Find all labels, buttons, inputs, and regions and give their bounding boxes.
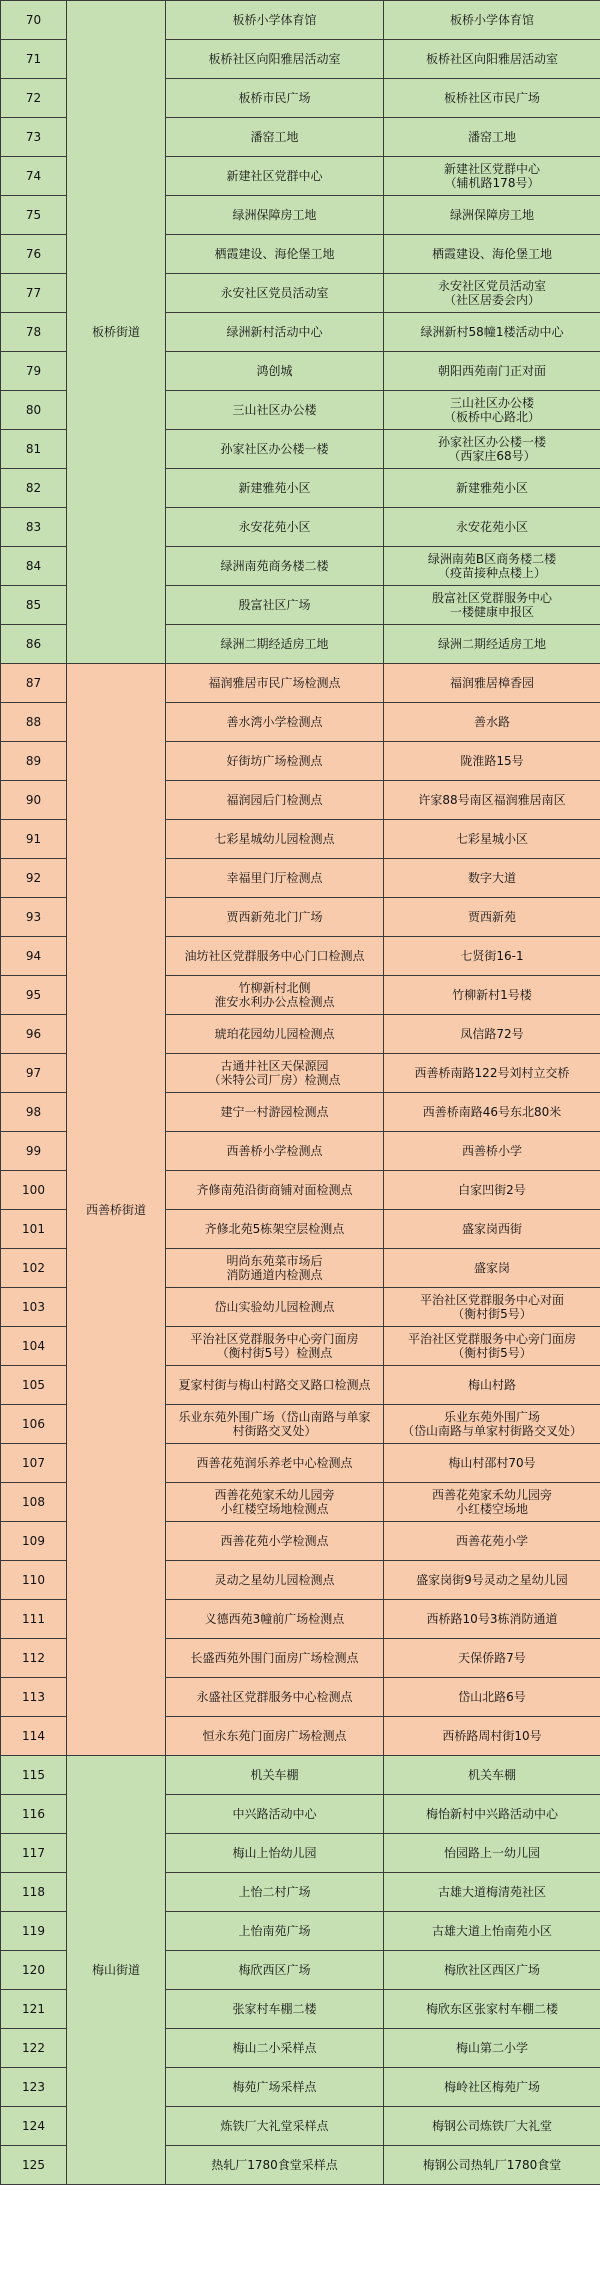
- row-number: 109: [1, 1522, 67, 1561]
- row-number: 71: [1, 40, 67, 79]
- row-number: 90: [1, 781, 67, 820]
- site-address: 凤信路72号: [384, 1015, 600, 1054]
- site-address: 梅欣东区张家村车棚二楼: [384, 1990, 600, 2029]
- row-number: 87: [1, 664, 67, 703]
- site-address: 梅怡新村中兴路活动中心: [384, 1795, 600, 1834]
- site-address: 福润雅居樟香园: [384, 664, 600, 703]
- row-number: 76: [1, 235, 67, 274]
- row-number: 96: [1, 1015, 67, 1054]
- site-address: 殷富社区党群服务中心 一楼健康申报区: [384, 586, 600, 625]
- row-number: 101: [1, 1210, 67, 1249]
- site-name: 潘窑工地: [166, 118, 384, 157]
- site-name: 绿洲南苑商务楼二楼: [166, 547, 384, 586]
- table-row: [1, 664, 600, 703]
- site-name: 热轧厂1780食堂采样点: [166, 2146, 384, 2185]
- row-number: 84: [1, 547, 67, 586]
- table-body: [1, 1, 600, 2185]
- table-row: [1, 1756, 600, 1795]
- site-address: 绿洲保障房工地: [384, 196, 600, 235]
- site-address: 天保侨路7号: [384, 1639, 600, 1678]
- site-address: 西善桥小学: [384, 1132, 600, 1171]
- site-name: 七彩星城幼儿园检测点: [166, 820, 384, 859]
- row-number: 91: [1, 820, 67, 859]
- row-number: 89: [1, 742, 67, 781]
- row-number: 99: [1, 1132, 67, 1171]
- site-address: 乐业东苑外围广场 （岱山南路与单家村街路交叉处）: [384, 1405, 600, 1444]
- row-number: 111: [1, 1600, 67, 1639]
- row-number: 94: [1, 937, 67, 976]
- site-name: 西善花苑小学检测点: [166, 1522, 384, 1561]
- site-name: 岱山实验幼儿园检测点: [166, 1288, 384, 1327]
- site-address: 潘窑工地: [384, 118, 600, 157]
- row-number: 107: [1, 1444, 67, 1483]
- row-number: 116: [1, 1795, 67, 1834]
- row-number: 72: [1, 79, 67, 118]
- site-address: 永安社区党员活动室 （社区居委会内）: [384, 274, 600, 313]
- row-number: 74: [1, 157, 67, 196]
- row-number: 113: [1, 1678, 67, 1717]
- site-name: 板桥社区向阳雅居活动室: [166, 40, 384, 79]
- site-name: 炼铁厂大礼堂采样点: [166, 2107, 384, 2146]
- site-name: 善水湾小学检测点: [166, 703, 384, 742]
- row-number: 70: [1, 1, 67, 40]
- site-name: 好街坊广场检测点: [166, 742, 384, 781]
- site-address: 古雄大道梅清苑社区: [384, 1873, 600, 1912]
- site-address: 机关车棚: [384, 1756, 600, 1795]
- site-address: 西桥路周村街10号: [384, 1717, 600, 1756]
- site-name: 板桥市民广场: [166, 79, 384, 118]
- row-number: 105: [1, 1366, 67, 1405]
- site-address: 西善花苑小学: [384, 1522, 600, 1561]
- site-address: 新建社区党群中心 （辅机路178号）: [384, 157, 600, 196]
- site-name: 上怡南苑广场: [166, 1912, 384, 1951]
- site-address: 怡园路上一幼儿园: [384, 1834, 600, 1873]
- site-name: 古通井社区天保源园 （米特公司厂房）检测点: [166, 1054, 384, 1093]
- site-address: 盛家岗西街: [384, 1210, 600, 1249]
- site-address: 贾西新苑: [384, 898, 600, 937]
- site-address: 朝阳西苑南门正对面: [384, 352, 600, 391]
- site-name: 齐修北苑5栋架空层检测点: [166, 1210, 384, 1249]
- site-address: 三山社区办公楼 （板桥中心路北）: [384, 391, 600, 430]
- row-number: 77: [1, 274, 67, 313]
- site-name: 殷富社区广场: [166, 586, 384, 625]
- row-number: 97: [1, 1054, 67, 1093]
- site-address: 西善花苑家禾幼儿园旁 小红楼空场地: [384, 1483, 600, 1522]
- site-name: 新建社区党群中心: [166, 157, 384, 196]
- site-address: 盛家岗街9号灵动之星幼儿园: [384, 1561, 600, 1600]
- row-number: 98: [1, 1093, 67, 1132]
- site-address: 梅岭社区梅苑广场: [384, 2068, 600, 2107]
- row-number: 73: [1, 118, 67, 157]
- site-address: 陇淮路15号: [384, 742, 600, 781]
- site-name: 新建雅苑小区: [166, 469, 384, 508]
- site-address: 梅山第二小学: [384, 2029, 600, 2068]
- site-name: 长盛西苑外围门面房广场检测点: [166, 1639, 384, 1678]
- site-name: 福润雅居市民广场检测点: [166, 664, 384, 703]
- site-name: 永安社区党员活动室: [166, 274, 384, 313]
- row-number: 85: [1, 586, 67, 625]
- site-name: 平治社区党群服务中心旁门面房 （衡村街5号）检测点: [166, 1327, 384, 1366]
- row-number: 115: [1, 1756, 67, 1795]
- site-name: 机关车棚: [166, 1756, 384, 1795]
- site-address: 西善桥南路122号刘村立交桥: [384, 1054, 600, 1093]
- site-name: 永盛社区党群服务中心检测点: [166, 1678, 384, 1717]
- site-name: 上怡二村广场: [166, 1873, 384, 1912]
- row-number: 103: [1, 1288, 67, 1327]
- site-address: 盛家岗: [384, 1249, 600, 1288]
- site-address: 岱山北路6号: [384, 1678, 600, 1717]
- row-number: 83: [1, 508, 67, 547]
- site-address: 数字大道: [384, 859, 600, 898]
- site-name: 乐业东苑外围广场（岱山南路与单家 村街路交叉处）: [166, 1405, 384, 1444]
- row-number: 100: [1, 1171, 67, 1210]
- site-name: 孙家社区办公楼一楼: [166, 430, 384, 469]
- row-number: 108: [1, 1483, 67, 1522]
- site-name: 贾西新苑北门广场: [166, 898, 384, 937]
- row-number: 79: [1, 352, 67, 391]
- row-number: 106: [1, 1405, 67, 1444]
- site-address: 板桥社区向阳雅居活动室: [384, 40, 600, 79]
- site-address: 七贤街16-1: [384, 937, 600, 976]
- site-name: 西善花苑家禾幼儿园旁 小红楼空场地检测点: [166, 1483, 384, 1522]
- site-name: 琥珀花园幼儿园检测点: [166, 1015, 384, 1054]
- site-address: 绿洲二期经适房工地: [384, 625, 600, 664]
- table-row: [1, 1, 600, 40]
- site-address: 竹柳新村1号楼: [384, 976, 600, 1015]
- site-name: 建宁一村游园检测点: [166, 1093, 384, 1132]
- site-address: 许家88号南区福润雅居南区: [384, 781, 600, 820]
- row-number: 125: [1, 2146, 67, 2185]
- site-name: 永安花苑小区: [166, 508, 384, 547]
- site-address: 西善桥南路46号东北80米: [384, 1093, 600, 1132]
- site-address: 西桥路10号3栋消防通道: [384, 1600, 600, 1639]
- site-name: 绿洲新村活动中心: [166, 313, 384, 352]
- site-name: 绿洲保障房工地: [166, 196, 384, 235]
- site-address: 平治社区党群服务中心对面 （衡村街5号）: [384, 1288, 600, 1327]
- row-number: 118: [1, 1873, 67, 1912]
- site-name: 三山社区办公楼: [166, 391, 384, 430]
- site-address: 白家凹街2号: [384, 1171, 600, 1210]
- site-name: 义德西苑3幢前广场检测点: [166, 1600, 384, 1639]
- row-number: 81: [1, 430, 67, 469]
- site-name: 板桥小学体育馆: [166, 1, 384, 40]
- row-number: 82: [1, 469, 67, 508]
- site-address: 孙家社区办公楼一楼 （西家庄68号）: [384, 430, 600, 469]
- row-number: 112: [1, 1639, 67, 1678]
- row-number: 102: [1, 1249, 67, 1288]
- site-name: 梅苑广场采样点: [166, 2068, 384, 2107]
- row-number: 95: [1, 976, 67, 1015]
- site-name: 夏家村街与梅山村路交叉路口检测点: [166, 1366, 384, 1405]
- row-number: 75: [1, 196, 67, 235]
- street-name: 西善桥街道: [67, 664, 166, 1756]
- site-name: 梅欣西区广场: [166, 1951, 384, 1990]
- row-number: 122: [1, 2029, 67, 2068]
- street-name: 梅山街道: [67, 1756, 166, 2185]
- row-number: 92: [1, 859, 67, 898]
- site-address: 新建雅苑小区: [384, 469, 600, 508]
- row-number: 110: [1, 1561, 67, 1600]
- row-number: 78: [1, 313, 67, 352]
- row-number: 80: [1, 391, 67, 430]
- site-address: 板桥社区市民广场: [384, 79, 600, 118]
- row-number: 124: [1, 2107, 67, 2146]
- row-number: 119: [1, 1912, 67, 1951]
- site-address: 梅山村邵村70号: [384, 1444, 600, 1483]
- row-number: 123: [1, 2068, 67, 2107]
- site-name: 竹柳新村北侧 淮安水利办公点检测点: [166, 976, 384, 1015]
- row-number: 88: [1, 703, 67, 742]
- site-name: 油坊社区党群服务中心门口检测点: [166, 937, 384, 976]
- site-address: 绿洲新村58幢1楼活动中心: [384, 313, 600, 352]
- row-number: 120: [1, 1951, 67, 1990]
- site-name: 梅山上怡幼儿园: [166, 1834, 384, 1873]
- site-address: 梅山村路: [384, 1366, 600, 1405]
- site-name: 鸿创城: [166, 352, 384, 391]
- site-address: 栖霞建设、海伦堡工地: [384, 235, 600, 274]
- site-name: 中兴路活动中心: [166, 1795, 384, 1834]
- row-number: 104: [1, 1327, 67, 1366]
- site-name: 西善花苑润乐养老中心检测点: [166, 1444, 384, 1483]
- site-address: 善水路: [384, 703, 600, 742]
- site-address: 板桥小学体育馆: [384, 1, 600, 40]
- site-address: 古雄大道上怡南苑小区: [384, 1912, 600, 1951]
- row-number: 117: [1, 1834, 67, 1873]
- site-name: 福润园后门检测点: [166, 781, 384, 820]
- site-name: 梅山二小采样点: [166, 2029, 384, 2068]
- site-address: 永安花苑小区: [384, 508, 600, 547]
- site-name: 恒永东苑门面房广场检测点: [166, 1717, 384, 1756]
- site-address: 平治社区党群服务中心旁门面房 （衡村街5号）: [384, 1327, 600, 1366]
- site-address: 梅钢公司炼铁厂大礼堂: [384, 2107, 600, 2146]
- site-name: 灵动之星幼儿园检测点: [166, 1561, 384, 1600]
- site-name: 幸福里门厅检测点: [166, 859, 384, 898]
- site-address: 绿洲南苑B区商务楼二楼 （疫苗接种点楼上）: [384, 547, 600, 586]
- row-number: 86: [1, 625, 67, 664]
- site-address: 七彩星城小区: [384, 820, 600, 859]
- site-name: 齐修南苑沿街商铺对面检测点: [166, 1171, 384, 1210]
- site-name: 明尚东苑菜市场后 消防通道内检测点: [166, 1249, 384, 1288]
- row-number: 93: [1, 898, 67, 937]
- site-name: 栖霞建设、海伦堡工地: [166, 235, 384, 274]
- row-number: 121: [1, 1990, 67, 2029]
- site-address: 梅钢公司热轧厂1780食堂: [384, 2146, 600, 2185]
- street-name: 板桥街道: [67, 1, 166, 664]
- row-number: 114: [1, 1717, 67, 1756]
- site-name: 张家村车棚二楼: [166, 1990, 384, 2029]
- site-name: 绿洲二期经适房工地: [166, 625, 384, 664]
- site-address: 梅欣社区西区广场: [384, 1951, 600, 1990]
- site-name: 西善桥小学检测点: [166, 1132, 384, 1171]
